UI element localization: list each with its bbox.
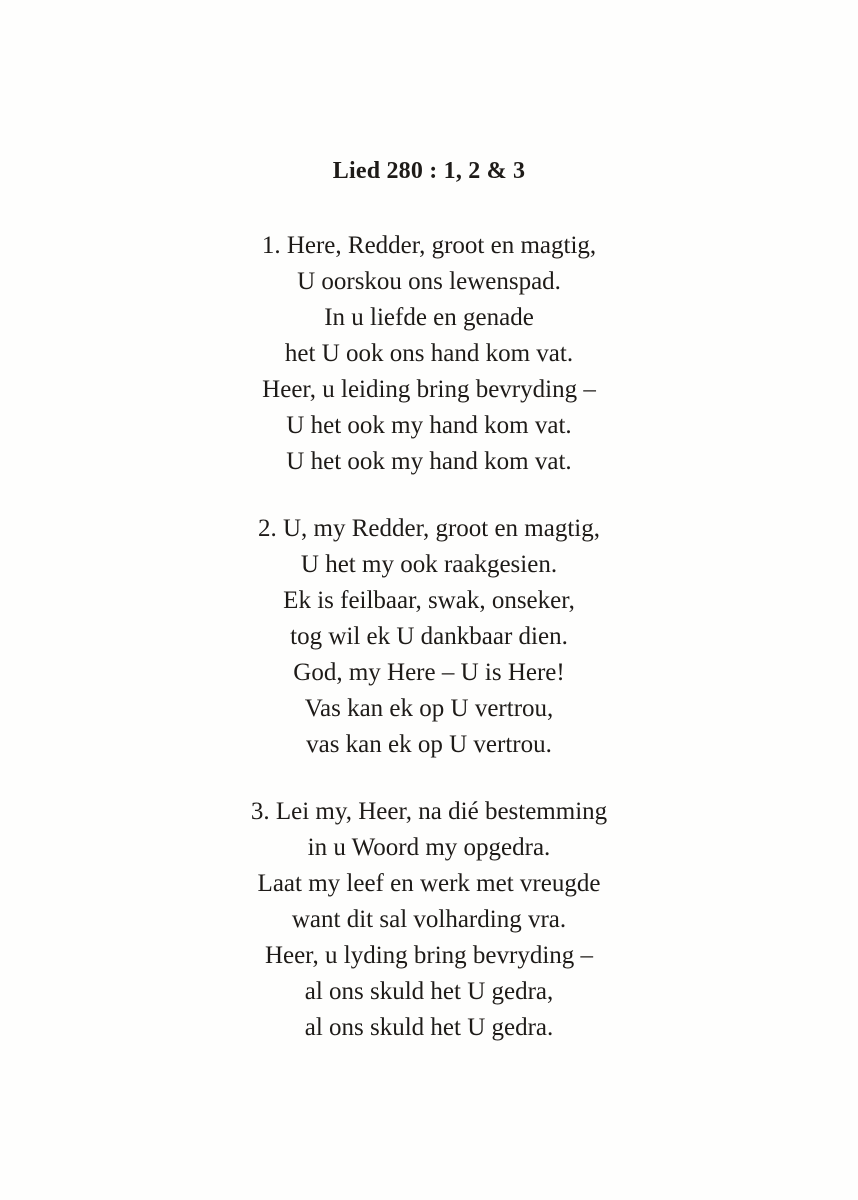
verse-line: U oorskou ons lewenspad. bbox=[297, 268, 561, 295]
verse-line: Ek is feilbaar, swak, onseker, bbox=[283, 587, 575, 614]
verse-3 bbox=[0, 794, 858, 1046]
verse-line: in u Woord my opgedra. bbox=[307, 834, 551, 861]
verse-line: het U ook ons hand kom vat. bbox=[284, 340, 574, 367]
verse-line: 2. U, my Redder, groot en magtig, bbox=[258, 515, 600, 542]
verse-line: Vas kan ek op U vertrou, bbox=[304, 695, 554, 722]
verse-line: Heer, u leiding bring bevryding – bbox=[262, 376, 596, 403]
verse-line: U het ook my hand kom vat. bbox=[286, 448, 572, 475]
verse-line: U het my ook raakgesien. bbox=[300, 551, 558, 578]
verse-line: vas kan ek op U vertrou. bbox=[306, 731, 552, 758]
verse-line: al ons skuld het U gedra, bbox=[304, 978, 554, 1005]
verse-line: want dit sal volharding vra. bbox=[291, 906, 567, 933]
verse-line: 1. Here, Redder, groot en magtig, bbox=[261, 232, 597, 259]
verse-line: Laat my leef en werk met vreugde bbox=[257, 870, 601, 897]
verse-2 bbox=[0, 511, 858, 763]
verse-1 bbox=[0, 228, 858, 480]
song-title: Lied 280 : 1, 2 & 3 bbox=[332, 158, 526, 184]
verse-line: God, my Here – U is Here! bbox=[293, 659, 565, 686]
verse-line: U het ook my hand kom vat. bbox=[286, 412, 572, 439]
verse-line: tog wil ek U dankbaar dien. bbox=[290, 623, 568, 650]
verse-line: 3. Lei my, Heer, na dié bestemming bbox=[250, 798, 608, 825]
verse-line: al ons skuld het U gedra. bbox=[304, 1014, 554, 1041]
verse-line: Heer, u lyding bring bevryding – bbox=[264, 942, 594, 969]
verse-line: In u liefde en genade bbox=[324, 304, 534, 331]
